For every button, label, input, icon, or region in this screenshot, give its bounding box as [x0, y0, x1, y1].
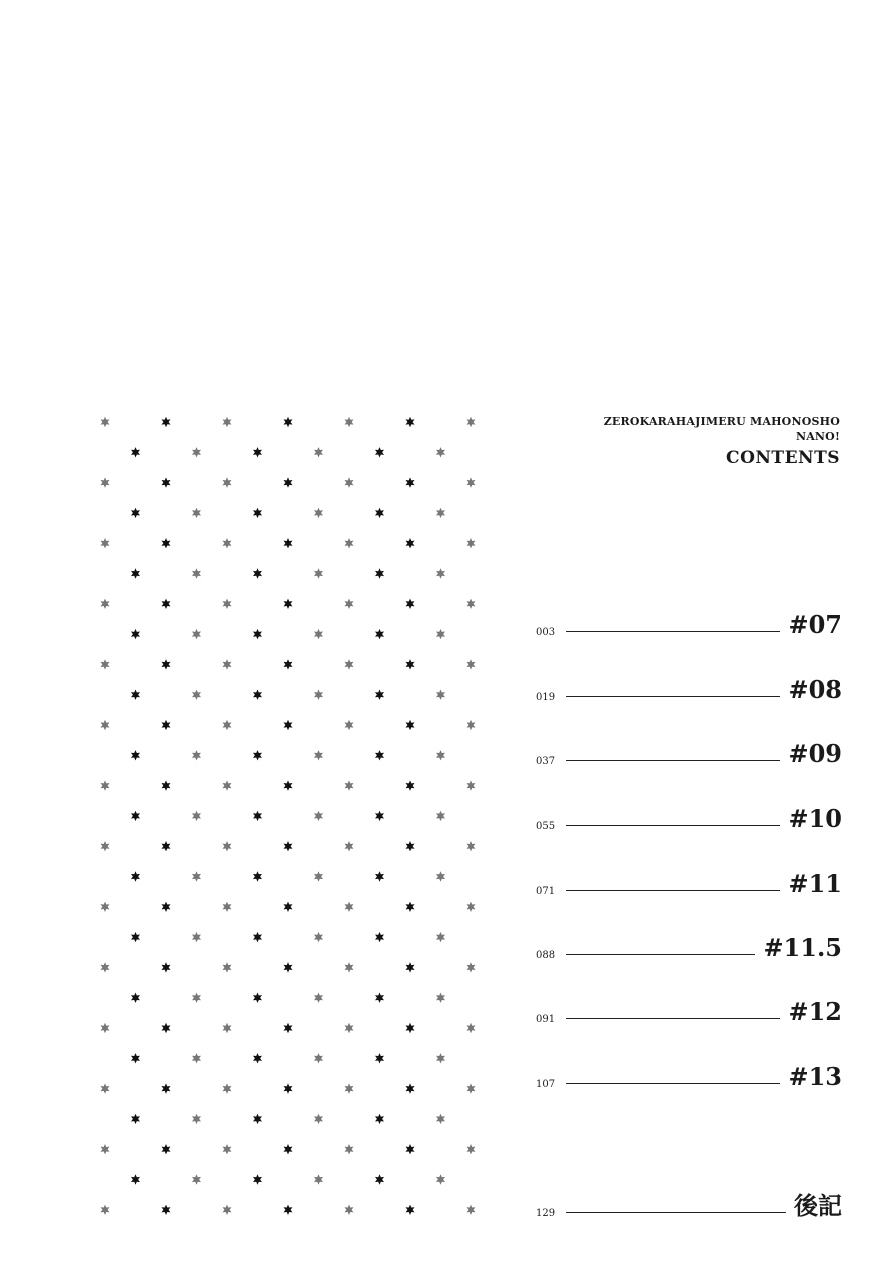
toc-leader-line [566, 825, 780, 826]
toc-entry [536, 794, 842, 834]
star-icon [375, 993, 384, 1003]
star-icon [375, 1114, 384, 1124]
star-icon [345, 1083, 354, 1093]
star-icon [436, 447, 445, 457]
star-icon [253, 690, 262, 700]
star-icon [253, 447, 262, 457]
star-icon [131, 1053, 140, 1063]
star-icon [192, 508, 201, 518]
toc-chapter-title: #08 [788, 675, 842, 704]
star-icon [375, 811, 384, 821]
star-icon [253, 1114, 262, 1124]
star-icon [467, 962, 476, 972]
star-icon [101, 841, 110, 851]
star-icon [375, 1174, 384, 1184]
star-icon [314, 1114, 323, 1124]
toc-page-number: 107 [536, 1079, 556, 1090]
star-icon [375, 932, 384, 942]
toc-entry [536, 1181, 842, 1221]
series-title-line2: NANO! [795, 430, 840, 443]
star-icon [101, 962, 110, 972]
star-icon [253, 993, 262, 1003]
star-icon [284, 477, 293, 487]
toc-page-number: 071 [536, 886, 556, 897]
star-icon [284, 538, 293, 548]
star-icon [192, 568, 201, 578]
star-icon [101, 599, 110, 609]
star-icon [192, 1114, 201, 1124]
star-icon [436, 568, 445, 578]
star-icon [436, 629, 445, 639]
star-icon [162, 1205, 171, 1215]
star-icon [223, 1023, 232, 1033]
star-icon [436, 993, 445, 1003]
star-icon [406, 1083, 415, 1093]
star-icon [101, 902, 110, 912]
star-icon [223, 962, 232, 972]
star-icon [375, 871, 384, 881]
star-icon [284, 599, 293, 609]
toc-page-number: 091 [536, 1014, 556, 1025]
star-icon [284, 720, 293, 730]
star-icon [162, 1144, 171, 1154]
star-icon [223, 477, 232, 487]
star-icon [223, 659, 232, 669]
star-icon [345, 1023, 354, 1033]
star-icon [345, 720, 354, 730]
star-icon [314, 1053, 323, 1063]
star-icon [162, 477, 171, 487]
star-pattern [96, 410, 486, 1225]
star-icon [467, 538, 476, 548]
star-icon [467, 599, 476, 609]
star-icon [345, 902, 354, 912]
star-icon [101, 538, 110, 548]
toc-leader-line [566, 1083, 780, 1084]
star-icon [192, 629, 201, 639]
star-icon [375, 447, 384, 457]
star-icon [314, 508, 323, 518]
star-icon [314, 871, 323, 881]
star-icon [467, 477, 476, 487]
star-icon [314, 629, 323, 639]
star-icon [406, 902, 415, 912]
star-icon [467, 1144, 476, 1154]
star-icon [406, 599, 415, 609]
star-icon [192, 932, 201, 942]
star-icon [253, 811, 262, 821]
star-icon [375, 1053, 384, 1063]
toc-page-number: 129 [536, 1208, 556, 1219]
star-icon [253, 750, 262, 760]
star-icon [253, 568, 262, 578]
toc-entry [536, 729, 842, 769]
toc-leader-line [566, 1212, 786, 1213]
star-icon [192, 1174, 201, 1184]
star-icon [345, 1144, 354, 1154]
star-icon [131, 1114, 140, 1124]
star-icon [436, 1174, 445, 1184]
toc-chapter-title: #11 [788, 869, 842, 898]
star-icon [101, 720, 110, 730]
star-icon [314, 1174, 323, 1184]
star-icon [192, 447, 201, 457]
star-icon [162, 962, 171, 972]
star-icon [467, 720, 476, 730]
star-icon [284, 962, 293, 972]
toc-chapter-title: #12 [788, 997, 842, 1026]
star-icon [375, 629, 384, 639]
star-icon [131, 750, 140, 760]
star-icon [101, 1083, 110, 1093]
star-icon [314, 811, 323, 821]
star-icon [101, 1144, 110, 1154]
star-icon [101, 780, 110, 790]
toc-leader-line [566, 631, 780, 632]
toc-chapter-title: #13 [788, 1062, 842, 1091]
star-icon [192, 690, 201, 700]
star-icon [345, 477, 354, 487]
toc-chapter-title: #10 [788, 804, 842, 833]
star-icon [101, 417, 110, 427]
star-icon [192, 993, 201, 1003]
star-icon [345, 841, 354, 851]
star-icon [345, 659, 354, 669]
star-icon [131, 629, 140, 639]
contents-header [604, 414, 840, 468]
star-icon [223, 599, 232, 609]
star-icon [406, 659, 415, 669]
star-icon [436, 750, 445, 760]
star-icon [101, 1205, 110, 1215]
toc-chapter-title: #09 [788, 739, 842, 768]
star-icon [162, 720, 171, 730]
star-icon [284, 780, 293, 790]
star-icon [467, 1083, 476, 1093]
star-icon [406, 780, 415, 790]
toc-page-number: 019 [536, 692, 556, 703]
star-icon [223, 1144, 232, 1154]
star-icon [375, 568, 384, 578]
star-icon [345, 780, 354, 790]
star-icon [253, 1053, 262, 1063]
toc-chapter-title: 後記 [794, 1191, 842, 1220]
toc-entry [536, 665, 842, 705]
star-icon [192, 1053, 201, 1063]
star-icon [131, 568, 140, 578]
star-icon [284, 1144, 293, 1154]
toc-leader-line [566, 696, 780, 697]
star-icon [284, 659, 293, 669]
star-icon [253, 629, 262, 639]
page-title: CONTENTS [726, 448, 840, 468]
star-icon [284, 1083, 293, 1093]
toc-page-number: 088 [536, 950, 556, 961]
star-icon [467, 1205, 476, 1215]
star-icon [467, 902, 476, 912]
star-icon [192, 811, 201, 821]
star-icon [253, 508, 262, 518]
star-icon [101, 477, 110, 487]
star-icon [406, 720, 415, 730]
star-icon [162, 659, 171, 669]
star-icon [223, 780, 232, 790]
star-icon [436, 1053, 445, 1063]
toc-entry [536, 600, 842, 640]
star-icon [436, 690, 445, 700]
toc-entry [536, 1052, 842, 1092]
toc-entry [536, 859, 842, 899]
toc-leader-line [566, 760, 780, 761]
star-icon [345, 962, 354, 972]
star-icon [406, 1205, 415, 1215]
star-icon [406, 477, 415, 487]
star-icon [314, 447, 323, 457]
star-icon [131, 871, 140, 881]
star-icon [101, 1023, 110, 1033]
star-icon [162, 417, 171, 427]
star-icon [131, 1174, 140, 1184]
star-icon [162, 780, 171, 790]
star-icon [162, 902, 171, 912]
star-icon [314, 932, 323, 942]
star-icon [284, 1205, 293, 1215]
star-icon [436, 508, 445, 518]
star-icon [406, 538, 415, 548]
star-icon [162, 599, 171, 609]
star-icon [314, 568, 323, 578]
star-icon [223, 720, 232, 730]
star-icon [406, 962, 415, 972]
star-icon [436, 871, 445, 881]
star-icon [345, 538, 354, 548]
toc-chapter-title: #07 [788, 610, 842, 639]
star-icon [162, 841, 171, 851]
star-icon [406, 1144, 415, 1154]
star-icon [345, 417, 354, 427]
toc-entry [536, 923, 842, 963]
star-icon [284, 902, 293, 912]
star-icon [345, 1205, 354, 1215]
star-icon [131, 811, 140, 821]
star-icon [223, 1205, 232, 1215]
toc-leader-line [566, 1018, 780, 1019]
star-icon [406, 417, 415, 427]
star-icon [314, 690, 323, 700]
toc-page-number: 037 [536, 756, 556, 767]
star-icon [253, 1174, 262, 1184]
toc-chapter-title: #11.5 [763, 933, 842, 962]
star-icon [223, 1083, 232, 1093]
star-icon [131, 932, 140, 942]
star-icon [223, 417, 232, 427]
star-icon [467, 417, 476, 427]
star-icon [436, 932, 445, 942]
star-icon [284, 1023, 293, 1033]
toc-entry [536, 987, 842, 1027]
star-icon [406, 1023, 415, 1033]
star-icon [314, 750, 323, 760]
star-icon [253, 932, 262, 942]
star-icon [345, 599, 354, 609]
star-icon [284, 417, 293, 427]
series-title-line1: ZEROKARAHAJIMERU MAHONOSHO [603, 415, 840, 428]
star-icon [131, 508, 140, 518]
star-icon [314, 993, 323, 1003]
star-icon [223, 538, 232, 548]
star-icon [162, 538, 171, 548]
star-icon [162, 1023, 171, 1033]
star-icon [223, 902, 232, 912]
star-icon [101, 659, 110, 669]
star-icon [284, 841, 293, 851]
star-icon [192, 750, 201, 760]
star-icon [436, 811, 445, 821]
toc-page-number: 055 [536, 821, 556, 832]
toc-page-number: 003 [536, 627, 556, 638]
star-icon [223, 841, 232, 851]
star-icon [375, 750, 384, 760]
star-icon [467, 1023, 476, 1033]
star-icon [131, 447, 140, 457]
star-icon [406, 841, 415, 851]
star-icon [162, 1083, 171, 1093]
star-icon [467, 841, 476, 851]
toc-leader-line [566, 954, 755, 955]
star-icon [131, 993, 140, 1003]
star-icon [375, 508, 384, 518]
star-icon [131, 690, 140, 700]
star-icon [253, 871, 262, 881]
toc-leader-line [566, 890, 780, 891]
star-icon [436, 1114, 445, 1124]
star-icon [467, 659, 476, 669]
star-icon [375, 690, 384, 700]
star-icon [192, 871, 201, 881]
star-icon [467, 780, 476, 790]
